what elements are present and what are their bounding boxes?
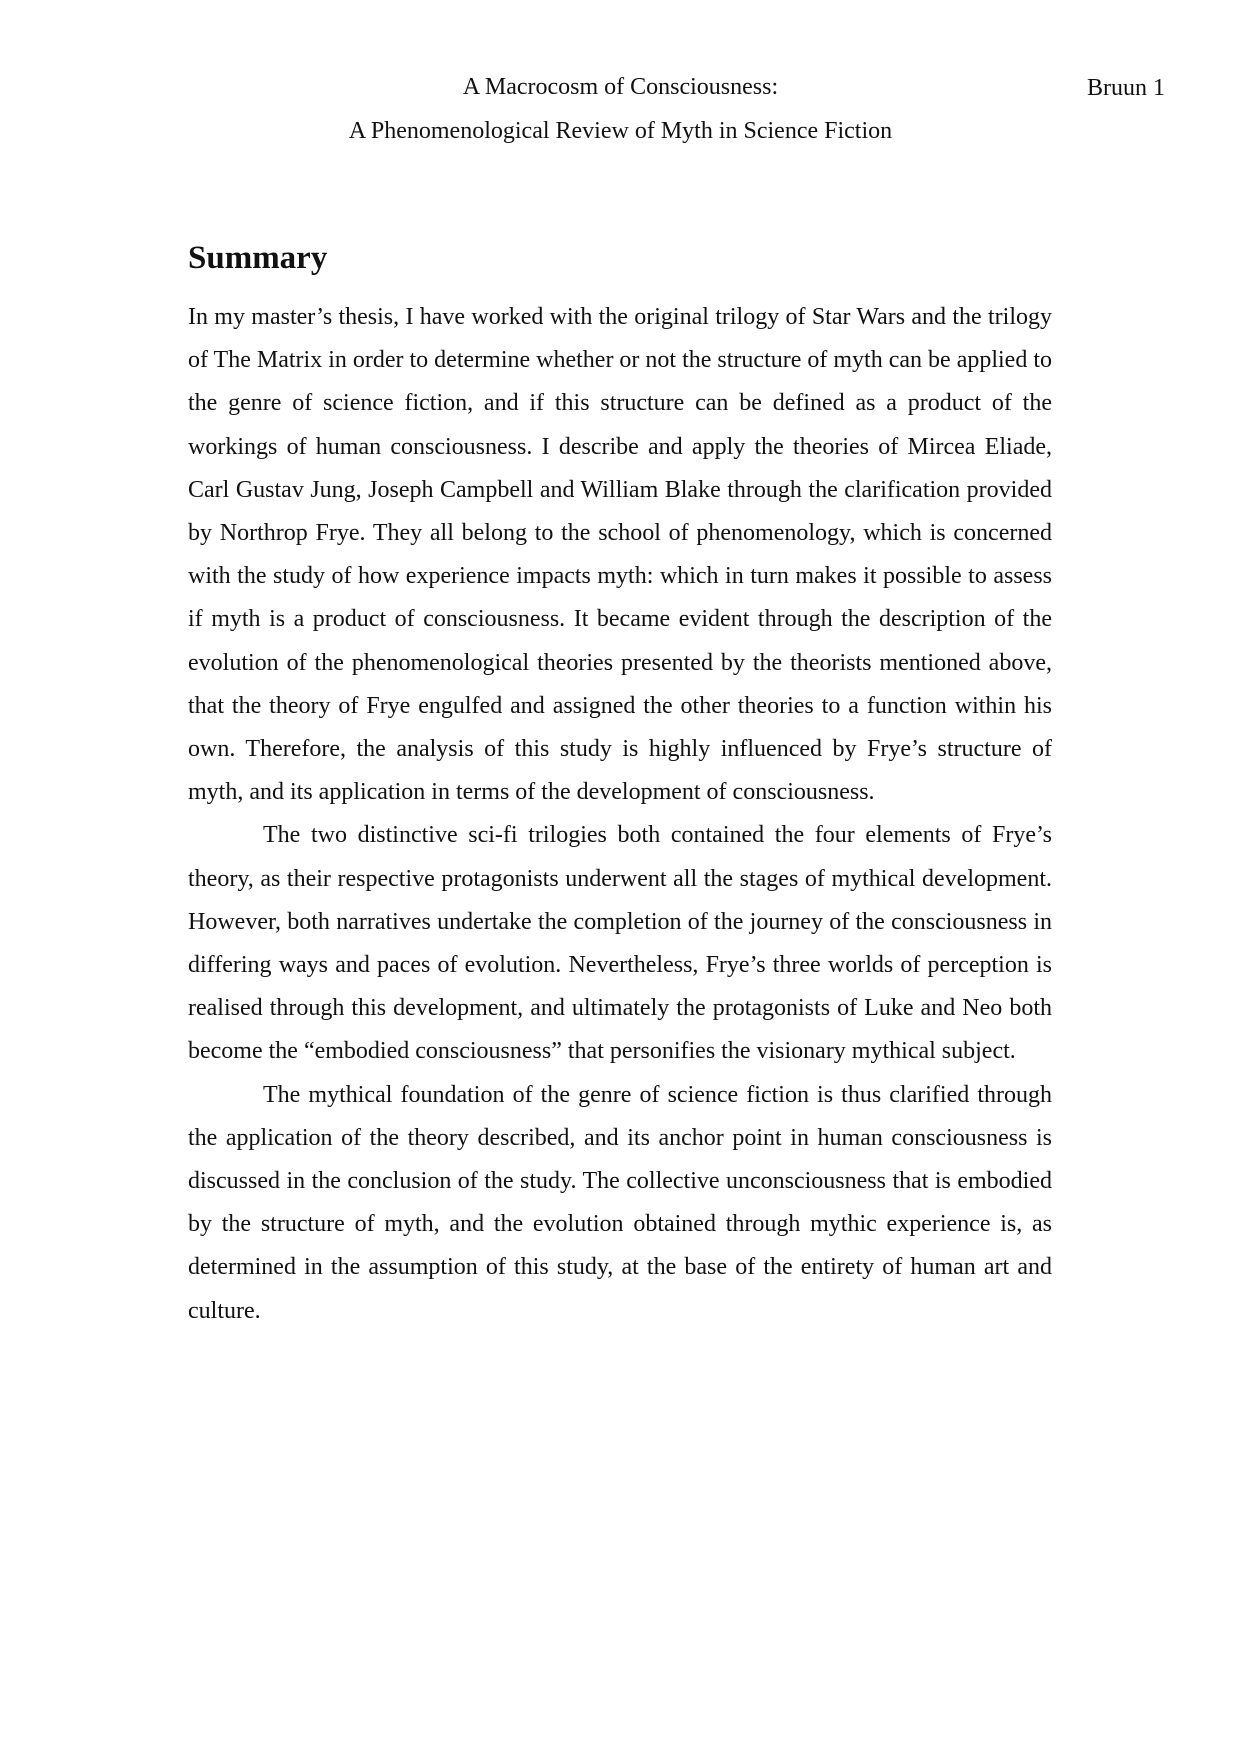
- summary-heading: Summary: [188, 240, 328, 276]
- thesis-title-line-2: A Phenomenological Review of Myth in Science Fiction: [348, 118, 893, 144]
- page-number: Bruun 1: [1087, 75, 1165, 101]
- summary-paragraph-1: In my master’s thesis, I have worked with the original trilogy of Star Wars and the trilogy of The Matrix in order to determine whether or not the structure of myth can be applied to the genre of science fiction, and if this structure can be defined as a product of the workings of human consciousness. I describe and apply the theories of Mircea Eliade, Carl Gustav Jung, Joseph Campbell and William Blake through the clarification provided by Northrop Frye. They all belong to the school of phenomenology, which is concerned with the study of how experience impacts myth: which in turn makes it possible to assess if myth is a product of consciousness. It became evident through the description of the evolution of the phenomenological theories presented by the theorists mentioned above, that the theory of Frye engulfed and assigned the other theories to a function within his own. Therefore, the analysis of this study is highly influenced by Frye’s structure of myth, and its application in terms of the development of consciousness.: [188, 304, 1052, 806]
- summary-section: [188, 236, 1052, 1333]
- summary-paragraph-3: The mythical foundation of the genre of science fiction is thus clarified through the application of the theory described, and its anchor point in human consciousness is discussed in the conclusion of the study. The collective unconsciousness that is embodied by the structure of myth, and the evolution obtained through mythic experience is, as determined in the assumption of this study, at the base of the entirety of human art and culture.: [188, 1081, 1052, 1324]
- summary-paragraph-2: The two distinctive sci-fi trilogies both contained the four elements of Frye’s theory, as their respective protagonists underwent all the stages of mythical development. However, both narratives undertake the completion of the journey of the consciousness in differing ways and paces of evolution. Nevertheless, Frye’s three worlds of perception is realised through this development, and ultimately the protagonists of Luke and Neo both become the “embodied consciousness” that personifies the visionary mythical subject.: [188, 822, 1052, 1065]
- thesis-title-line-1: A Macrocosm of Consciousness:: [462, 74, 779, 100]
